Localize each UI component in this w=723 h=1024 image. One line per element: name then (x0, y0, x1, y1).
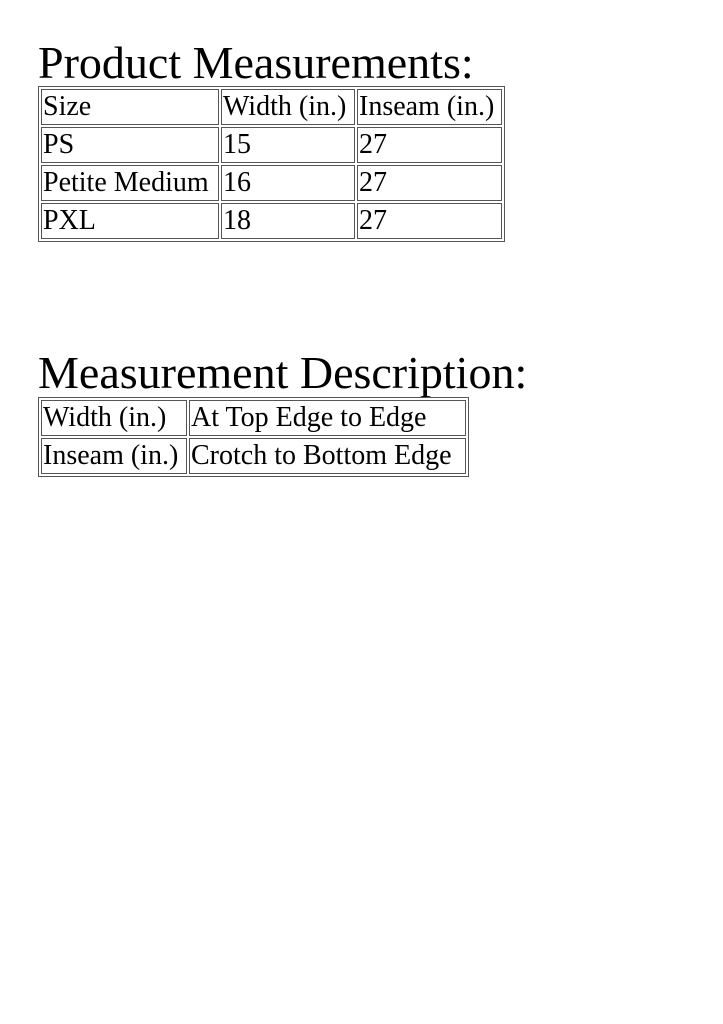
cell-width: 16 (221, 165, 355, 201)
cell-measurement: Inseam (in.) (41, 438, 187, 474)
cell-measurement: Width (in.) (41, 400, 187, 436)
table-row (41, 165, 502, 201)
table-row (41, 203, 502, 239)
cell-description: At Top Edge to Edge (189, 400, 466, 436)
measurement-description-table (38, 397, 469, 477)
cell-inseam: 27 (357, 165, 502, 201)
table-header-row (41, 89, 502, 125)
header-size: Size (41, 89, 219, 125)
cell-size: PXL (41, 203, 219, 239)
cell-size: PS (41, 127, 219, 163)
header-width: Width (in.) (221, 89, 355, 125)
cell-width: 15 (221, 127, 355, 163)
measurement-description-title: Measurement Description: (38, 347, 528, 398)
cell-inseam: 27 (357, 203, 502, 239)
table-row (41, 127, 502, 163)
product-measurements-table (38, 86, 505, 242)
product-measurements-title: Product Measurements: (38, 37, 474, 88)
table-row (41, 400, 466, 436)
cell-description: Crotch to Bottom Edge (189, 438, 466, 474)
cell-width: 18 (221, 203, 355, 239)
table-row (41, 438, 466, 474)
cell-size: Petite Medium (41, 165, 219, 201)
cell-inseam: 27 (357, 127, 502, 163)
header-inseam: Inseam (in.) (357, 89, 502, 125)
